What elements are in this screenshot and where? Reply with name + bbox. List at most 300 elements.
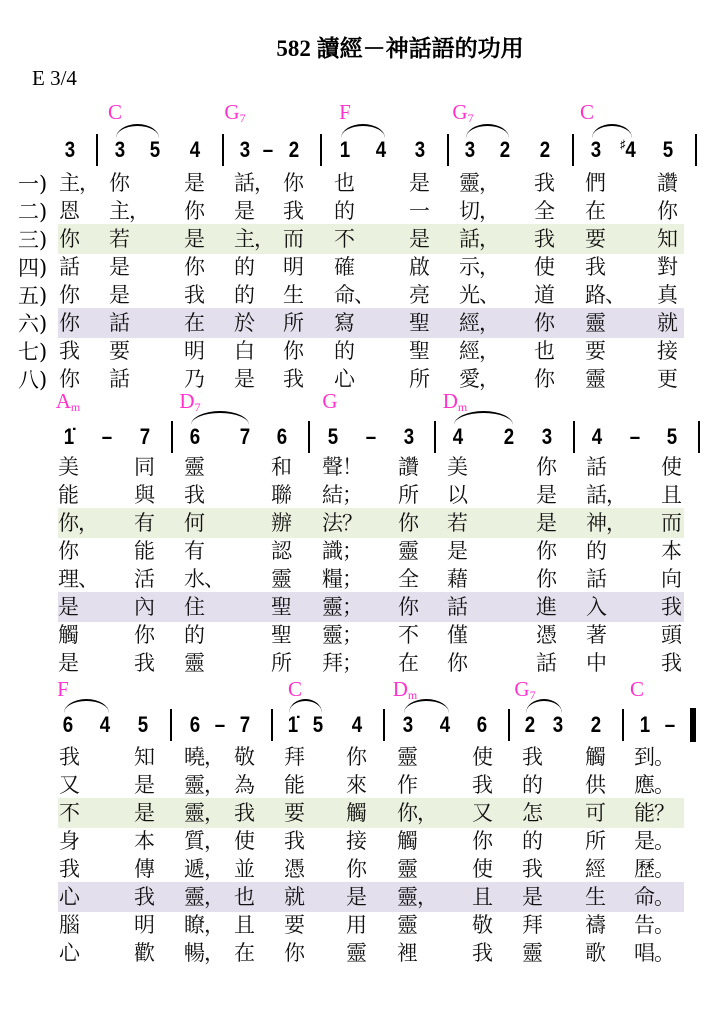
lyric-syllable: 是 [409,227,429,251]
lyric-syllable: 你 [59,367,79,391]
lyric-syllable: 明 [283,255,303,279]
lyric-syllable: 何 [184,511,204,535]
lyric-syllable: 聖 [409,311,429,335]
lyric-syllable: 話， [586,483,626,507]
lyric-syllable: 觸 [58,623,78,647]
verse-label: 八) [18,368,48,392]
lyric-syllable: 來 [346,773,366,797]
bar-line [508,709,510,741]
lyric-syllable: 你 [134,623,154,647]
chord-quality: 7 [529,688,536,702]
note: 4 [99,712,111,737]
lyric-syllable: 內 [134,595,154,619]
lyric-syllable: 聯 [271,483,291,507]
lyric-syllable: 是。 [634,829,674,853]
lyric-syllable: 讚 [657,171,677,195]
lyric-syllable: 示， [459,255,499,279]
bar-line [622,709,624,741]
lyric-syllable: 拜 [522,913,542,937]
lyric-syllable: 話， [234,171,274,195]
note: 3 [64,137,76,162]
lyric-syllable: 光、 [459,283,499,307]
lyric-syllable: 你 [536,567,556,591]
chord-symbol [108,100,122,126]
lyric-syllable: 接 [346,829,366,853]
lyric-syllable: 所 [283,311,303,335]
lyric-syllable: 要 [585,339,605,363]
note: 3 [402,712,414,737]
lyric-syllable: 向 [661,567,681,591]
lyric-syllable: 你 [59,227,79,251]
chord-symbol [393,677,418,703]
lyric-syllable: 是 [536,511,556,535]
bar-line [222,134,224,166]
chord-root: C [287,677,303,701]
lyric-syllable: 於 [234,311,254,335]
lyric-syllable: 而 [661,511,681,535]
lyric-syllable: 你， [397,801,437,825]
lyric-syllable: 生 [585,885,605,909]
note: 4 [591,424,603,449]
lyric-syllable: 們 [585,171,605,195]
lyric-syllable: 同 [134,455,154,479]
bar-line [170,709,172,741]
lyric-syllable: 的 [184,623,204,647]
note: 2 [524,712,536,737]
lyric-syllable: 怎 [522,801,542,825]
chord-root: G [452,100,468,124]
lyric-syllable: 認 [271,539,291,563]
bar-line [320,134,322,166]
lyric-syllable: 能 [134,539,154,563]
lyric-syllable: 道 [534,283,554,307]
lyric-syllable: 是 [536,483,556,507]
lyric-syllable: 聖 [271,595,291,619]
lyric-syllable: 聖 [271,623,291,647]
lyric-syllable: 使 [661,455,681,479]
chord-quality: m [407,688,418,702]
note: 6 [189,712,201,737]
lyric-syllable: 明 [134,913,154,937]
verse-label: 二) [18,200,48,224]
verse-label: 七) [18,340,48,364]
lyric-syllable: 供 [585,773,605,797]
chord-root: F [339,100,351,124]
lyric-syllable: 活 [134,567,154,591]
lyric-syllable: 你 [657,199,677,223]
lyric-syllable: 靈， [459,171,499,195]
lyric-syllable: 敬 [472,913,492,937]
note: 2 [499,137,511,162]
lyric-syllable: 暢， [184,941,224,965]
lyric-syllable: 靈 [397,745,417,769]
lyric-syllable: 確 [334,255,354,279]
note: 1̇ [287,712,299,737]
lyric-syllable: 心 [59,941,79,965]
lyric-syllable: 應。 [634,773,674,797]
chord-root: C [107,100,123,124]
lyric-syllable: 觸 [585,745,605,769]
lyric-syllable: 我 [661,651,681,675]
chord-quality: m [457,400,468,414]
lyric-syllable: 靈， [184,801,224,825]
note: 6 [276,424,288,449]
note: 7 [239,712,251,737]
lyric-syllable: 有 [134,511,154,535]
lyric-syllable: 就 [657,311,677,335]
lyric-syllable: 我 [661,595,681,619]
lyric-syllable: 質， [184,829,224,853]
lyric-syllable: 話 [536,651,556,675]
lyric-syllable: 白 [234,339,254,363]
lyric-syllable: 我 [134,885,154,909]
lyric-syllable: 著 [586,623,606,647]
note: 3 [541,424,553,449]
note-extension-dash: – [629,424,641,449]
note-digit: 4 [625,137,636,162]
lyric-syllable: 傳 [134,857,154,881]
lyric-syllable: 是 [447,539,467,563]
chord-root: D [442,389,458,413]
lyric-syllable: 曉， [184,745,224,769]
lyric-syllable: 告。 [634,913,674,937]
chord-symbol [339,100,351,126]
note: 7 [139,424,151,449]
lyric-syllable: 話， [459,227,499,251]
note: 2 [288,137,300,162]
note: 3 [414,137,426,162]
lyric-syllable: 不 [334,227,354,251]
lyric-syllable: 你 [398,511,418,535]
verse-label: 五) [18,284,48,308]
note-extension-dash: – [365,424,377,449]
lyric-syllable: 身 [59,829,79,853]
lyric-syllable: 以 [447,483,467,507]
lyric-syllable: 使 [472,857,492,881]
note: 5 [149,137,161,162]
lyric-syllable: 你 [58,539,78,563]
lyric-syllable: 住 [184,595,204,619]
lyric-syllable: 所 [398,483,418,507]
lyric-syllable: 使 [234,829,254,853]
lyric-syllable: 心 [59,885,79,909]
chord-symbol [443,389,468,415]
lyric-syllable: 觸 [397,829,417,853]
lyric-syllable: 靈 [184,455,204,479]
lyric-syllable: 也 [534,339,554,363]
lyric-syllable: 話 [109,311,129,335]
chord-root: D [179,389,195,413]
lyric-syllable: 聲！ [322,455,362,479]
lyric-syllable: 拜； [322,651,362,675]
verse-label: 一) [18,172,48,196]
lyric-syllable: 的 [234,255,254,279]
note: 1 [639,712,651,737]
lyric-syllable: 你 [284,941,304,965]
lyric-syllable: 頭 [661,623,681,647]
note: 2 [590,712,602,737]
lyric-syllable: 辦 [271,511,291,535]
lyric-syllable: 你， [58,511,98,535]
lyric-syllable: 你 [534,367,554,391]
lyric-syllable: 是 [409,171,429,195]
lyric-syllable: 我 [284,829,304,853]
lyric-syllable: 真 [657,283,677,307]
lyric-syllable: 你 [536,455,556,479]
lyric-syllable: 作 [397,773,417,797]
lyric-syllable: 與 [134,483,154,507]
lyric-syllable: 主， [59,171,99,195]
bar-line [171,421,173,453]
verse-label: 三) [18,228,48,252]
lyric-syllable: 靈； [322,623,362,647]
lyric-syllable: 更 [657,367,677,391]
lyric-syllable: 話 [586,455,606,479]
slur-arc [116,124,159,138]
lyric-syllable: 乃 [184,367,204,391]
lyric-syllable: 不 [398,623,418,647]
lyric-syllable: 入 [586,595,606,619]
lyric-syllable: 主， [234,227,274,251]
lyric-syllable: 是 [58,651,78,675]
lyric-syllable: 靈 [271,567,291,591]
lyric-syllable: 美 [447,455,467,479]
sharp-icon: ♯ [620,137,626,151]
lyric-syllable: 的 [522,829,542,853]
lyric-syllable: 是 [184,171,204,195]
lyric-syllable: 水、 [184,567,224,591]
chord-root: D [392,677,408,701]
chord-symbol [452,100,473,126]
lyric-syllable: 恩 [59,199,79,223]
lyric-syllable: 的 [234,283,254,307]
lyric-syllable: 全 [534,199,554,223]
bar-line [573,421,575,453]
lyric-syllable: 你 [346,745,366,769]
lyric-syllable: 靈， [397,885,437,909]
lyric-syllable: 所 [585,829,605,853]
lyric-syllable: 且 [472,885,492,909]
lyric-syllable: 靈 [522,941,542,965]
chord-symbol [580,100,594,126]
lyric-syllable: 明 [184,339,204,363]
chord-root: C [629,677,645,701]
lyric-syllable: 命、 [334,283,374,307]
note: 4 [351,712,363,737]
lyric-syllable: 就 [284,885,304,909]
slur-arc [341,124,385,138]
lyric-syllable: 若 [109,227,129,251]
lyric-syllable: 一 [409,199,429,223]
lyric-syllable: 你 [184,255,204,279]
lyric-syllable: 我 [534,227,554,251]
lyric-syllable: 我 [59,745,79,769]
lyric-syllable: 而 [283,227,303,251]
hymn-title: 582 讀經－神話語的功用 [276,36,524,61]
lyric-syllable: 若 [447,511,467,535]
chord-symbol [57,677,69,703]
lyric-syllable: 命。 [634,885,674,909]
lyric-syllable: 經， [459,311,499,335]
lyric-syllable: 是 [134,801,154,825]
chord-root: A [55,389,71,413]
lyric-syllable: 的 [334,339,354,363]
lyric-syllable: 糧； [322,567,362,591]
lyric-syllable: 我 [472,941,492,965]
lyric-syllable: 我 [184,483,204,507]
lyric-syllable: 且 [661,483,681,507]
note: 5 [666,424,678,449]
lyric-syllable: 我 [184,283,204,307]
lyric-syllable: 瞭， [184,913,224,937]
chord-quality: m [70,400,81,414]
lyric-syllable: 要 [109,339,129,363]
slur-arc [592,124,632,138]
lyric-syllable: 靈， [184,885,224,909]
lyric-syllable: 我 [522,745,542,769]
note: 2 [503,424,515,449]
lyric-syllable: 我 [134,651,154,675]
note: 7 [239,424,251,449]
lyric-syllable: 你 [536,539,556,563]
lyric-syllable: 憑 [536,623,556,647]
lyric-syllable: 你 [346,857,366,881]
chord-symbol [224,100,245,126]
lyric-syllable: 憑 [284,857,304,881]
lyric-syllable: 是 [234,199,254,223]
lyric-syllable: 愛， [459,367,499,391]
lyric-syllable: 對 [657,255,677,279]
lyric-syllable: 話 [586,567,606,591]
bar-line [96,134,98,166]
lyric-syllable: 主， [109,199,149,223]
chord-quality: 7 [239,111,246,125]
lyric-syllable: 你 [472,829,492,853]
bar-line [434,421,436,453]
lyric-syllable: 靈 [397,913,417,937]
lyric-syllable: 能 [284,773,304,797]
lyric-syllable: 我 [283,199,303,223]
note-extension-dash: – [214,712,226,737]
lyric-syllable: 我 [522,857,542,881]
chord-root: G [224,100,240,124]
slur-arc [64,699,109,713]
lyric-syllable: 話 [109,367,129,391]
note: 3 [590,137,602,162]
lyric-syllable: 靈 [398,539,418,563]
bar-line [695,134,697,166]
lyric-syllable: 我 [234,801,254,825]
lyric-syllable: 讚 [398,455,418,479]
lyric-syllable: 腦 [59,913,79,937]
lyric-syllable: 本 [134,829,154,853]
note: 1̇ [63,424,75,449]
lyric-syllable: 在 [184,311,204,335]
lyric-syllable: 的 [586,539,606,563]
lyric-syllable: 亮 [409,283,429,307]
lyric-syllable: 你 [534,311,554,335]
note: 5 [137,712,149,737]
lyric-syllable: 法？ [322,511,362,535]
note: 3 [403,424,415,449]
lyric-syllable: 中 [586,651,606,675]
lyric-syllable: 知 [134,745,154,769]
verse-label: 四) [18,256,48,280]
note-extension-dash: – [262,137,274,162]
lyric-syllable: 為 [234,773,254,797]
lyric-syllable: 要 [284,913,304,937]
lyric-syllable: 本 [661,539,681,563]
lyric-syllable: 靈 [346,941,366,965]
lyric-syllable: 經 [585,857,605,881]
lyric-syllable: 切， [459,199,499,223]
lyric-syllable: 在 [234,941,254,965]
note: 3 [114,137,126,162]
note: 2 [539,137,551,162]
lyric-syllable: 不 [59,801,79,825]
lyric-syllable: 裡 [397,941,417,965]
lyric-syllable: 你 [184,199,204,223]
lyric-syllable: 啟 [409,255,429,279]
lyric-syllable: 我 [472,773,492,797]
lyric-syllable: 和 [271,455,291,479]
chord-symbol [514,677,535,703]
note: 4 [439,712,451,737]
lyric-syllable: 能？ [634,801,674,825]
lyric-syllable: 生 [283,283,303,307]
note: 5 [327,424,339,449]
key-signature: E 3/4 [32,66,77,90]
lyric-syllable: 有 [184,539,204,563]
note: 5 [312,712,324,737]
lyric-syllable: 也 [334,171,354,195]
lyric-syllable: 用 [346,913,366,937]
lyric-syllable: 心 [334,367,354,391]
lyric-syllable: 也 [234,885,254,909]
lyric-syllable: 接 [657,339,677,363]
lyric-syllable: 美 [58,455,78,479]
lyric-syllable: 的 [522,773,542,797]
lyric-syllable: 是 [58,595,78,619]
chord-quality: 7 [467,111,474,125]
lyric-syllable: 你 [59,283,79,307]
lyric-syllable: 進 [536,595,556,619]
lyric-syllable: 靈 [184,651,204,675]
lyric-syllable: 所 [271,651,291,675]
lyric-syllable: 可 [585,801,605,825]
lyric-syllable: 寫 [334,311,354,335]
lyric-syllable: 結； [322,483,362,507]
lyric-syllable: 你 [109,171,129,195]
lyric-syllable: 我 [585,255,605,279]
lyric-syllable: 經， [459,339,499,363]
bar-line [271,709,273,741]
chord-root: C [579,100,595,124]
lyric-syllable: 是 [134,773,154,797]
lyric-syllable: 靈 [397,857,417,881]
lyric-syllable: 歡 [134,941,154,965]
lyric-syllable: 的 [334,199,354,223]
lyric-syllable: 要 [585,227,605,251]
chord-symbol [322,389,337,415]
lyric-syllable: 禱 [585,913,605,937]
chord-root: G [514,677,530,701]
lyric-syllable: 知 [657,227,677,251]
lyric-syllable: 話 [447,595,467,619]
lyric-syllable: 全 [398,567,418,591]
lyric-syllable: 識； [322,539,362,563]
lyric-syllable: 我 [59,857,79,881]
